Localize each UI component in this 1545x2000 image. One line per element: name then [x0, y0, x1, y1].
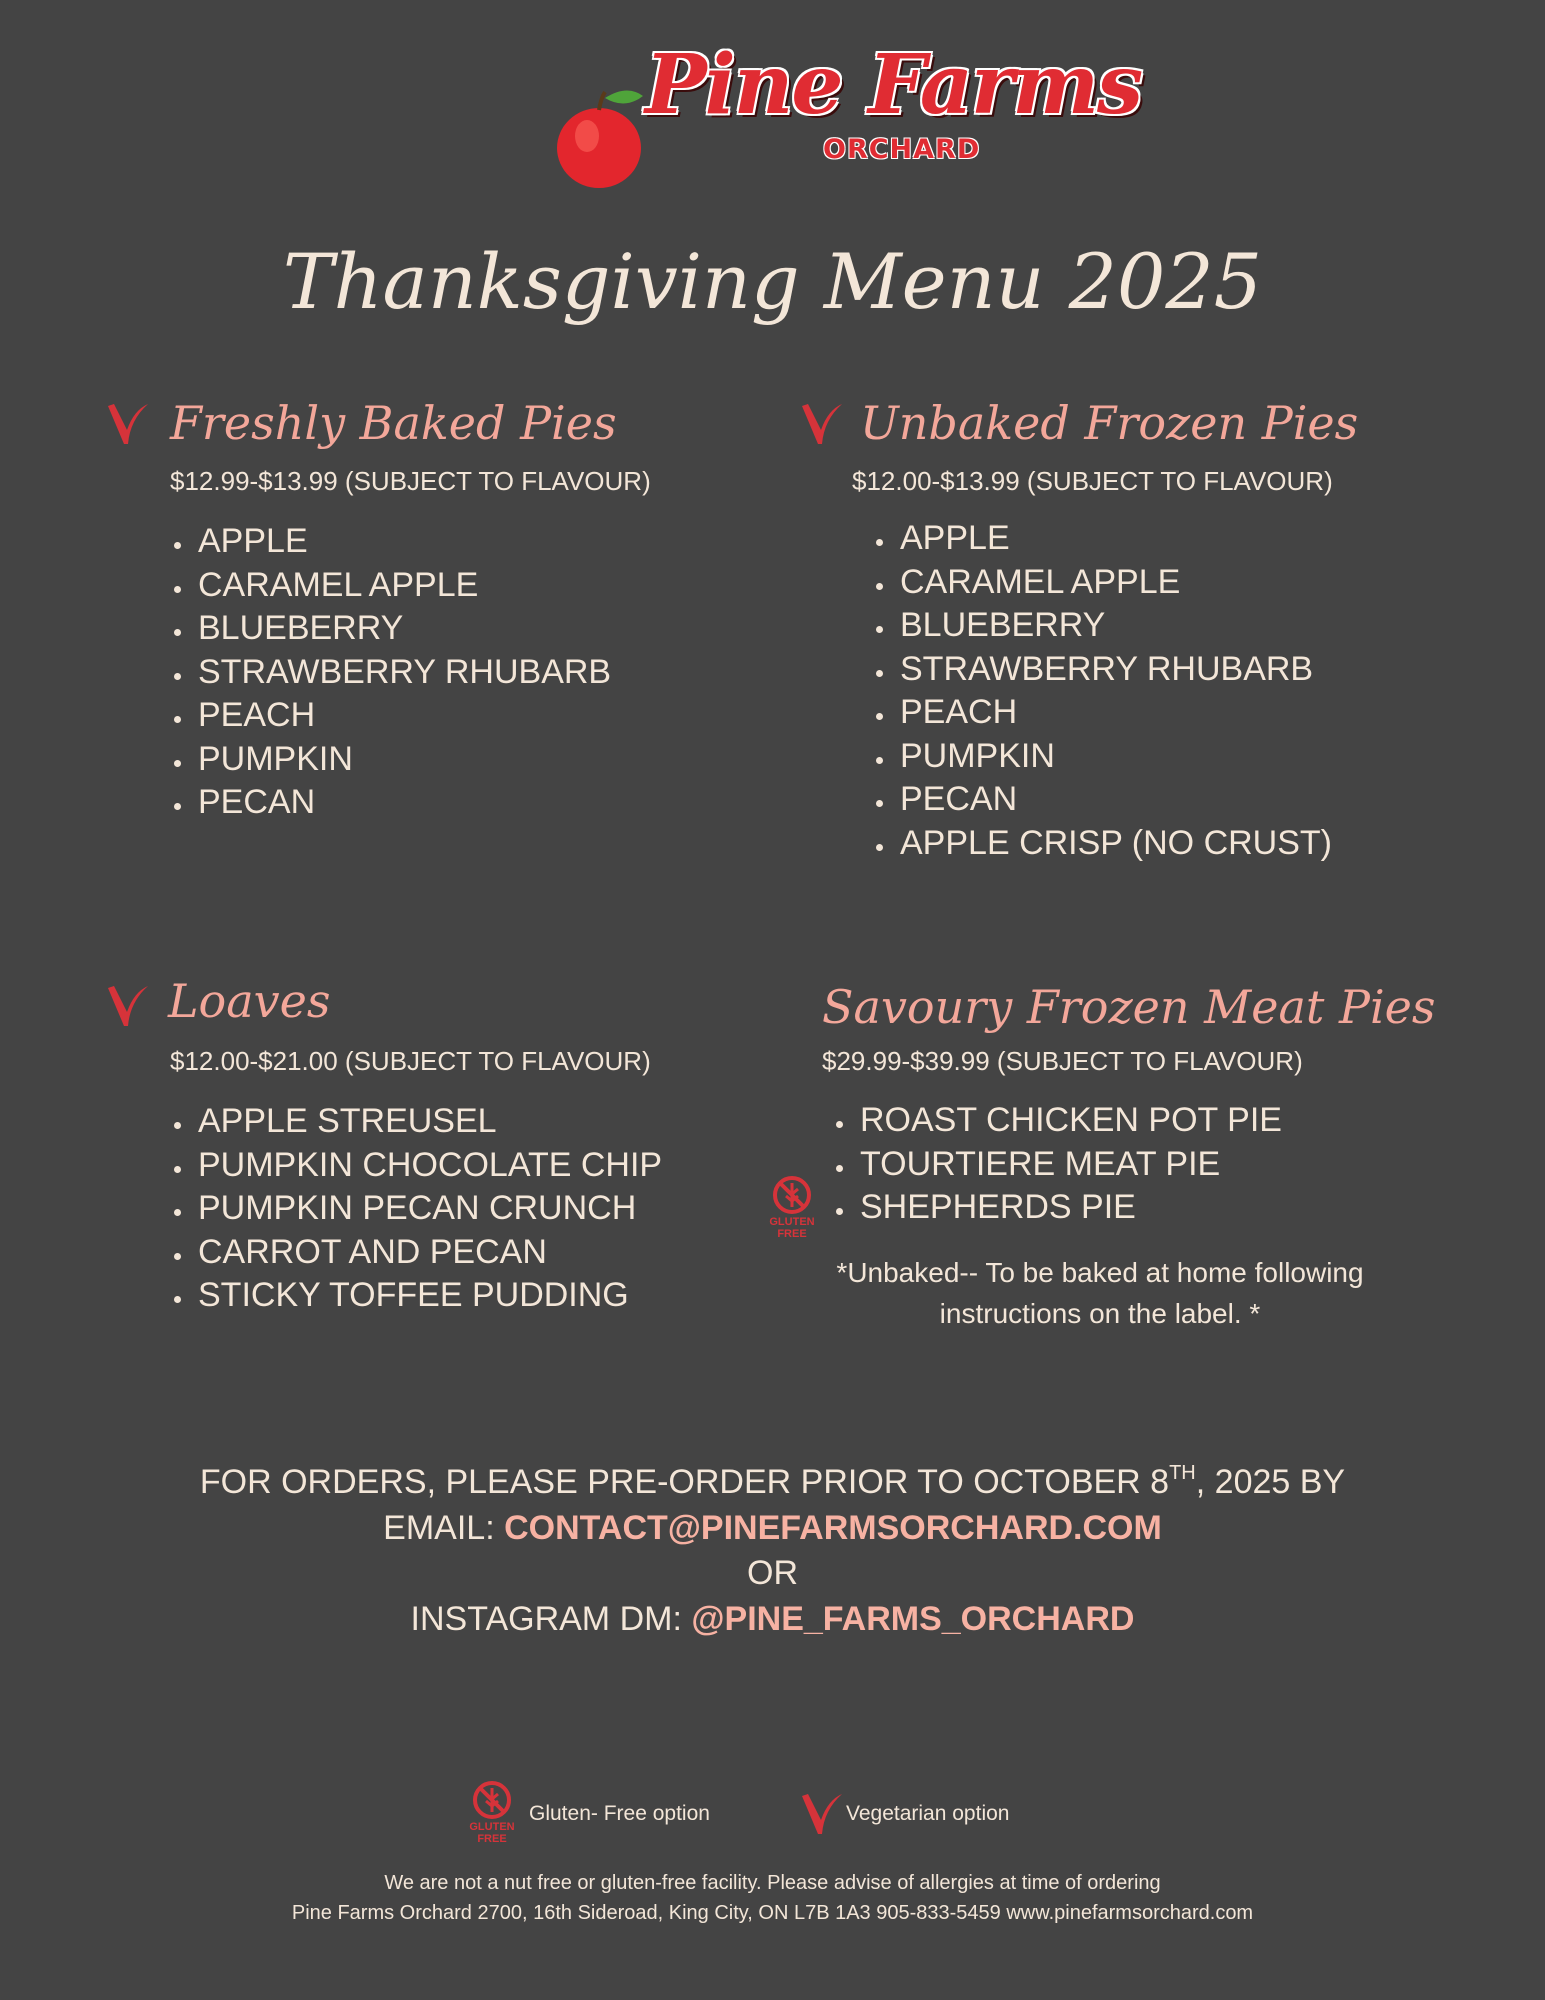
- section-title-frozen-pies: Unbaked Frozen Pies: [860, 396, 1359, 450]
- list-item: • BLUEBERRY: [896, 604, 1332, 648]
- legend: [0, 1778, 1545, 1848]
- order-email: EMAIL: CONTACT@PINEFARMSORCHARD.COM: [383, 1508, 1162, 1547]
- order-deadline: FOR ORDERS, PLEASE PRE-ORDER PRIOR TO OCTOBER 8TH, 2025 BY: [199, 1462, 1346, 1501]
- vegetarian-icon: [800, 1790, 844, 1838]
- section-title-fresh-pies: Freshly Baked Pies: [170, 396, 617, 450]
- vegetarian-icon: [106, 982, 150, 1030]
- list-item: • CARAMEL APPLE: [194, 564, 611, 608]
- price-meat-pies: $29.99-$39.99 (SUBJECT TO FLAVOUR): [822, 1046, 1303, 1076]
- order-or: OR: [747, 1554, 798, 1592]
- logo: [553, 37, 1142, 189]
- list-item: • TOURTIERE MEAT PIE: [856, 1143, 1282, 1187]
- list-frozen-pies: [856, 517, 1332, 865]
- list-item: • PECAN: [896, 778, 1332, 822]
- list-item: • ROAST CHICKEN POT PIE: [856, 1099, 1282, 1143]
- list-item: • APPLE: [896, 517, 1332, 561]
- list-item: • STRAWBERRY RHUBARB: [194, 651, 611, 695]
- email-link[interactable]: CONTACT@PINEFARMSORCHARD.COM: [504, 1508, 1162, 1547]
- price-loaves: $12.00-$21.00 (SUBJECT TO FLAVOUR): [170, 1046, 651, 1076]
- list-item: • PECAN: [194, 781, 611, 825]
- list-item: • PUMPKIN CHOCOLATE CHIP: [194, 1144, 662, 1188]
- list-meat-pies: [816, 1099, 1282, 1230]
- list-item: • PUMPKIN PECAN CRUNCH: [194, 1187, 662, 1231]
- list-item: • PEACH: [896, 691, 1332, 735]
- allergy-notice: We are not a nut free or gluten-free facility. Please advise of allergies at time of ordering: [384, 1872, 1161, 1894]
- page-title: Thanksgiving Menu 2025: [282, 237, 1263, 326]
- svg-text:GLUTEN: GLUTEN: [469, 1821, 515, 1833]
- price-frozen-pies: $12.00-$13.99 (SUBJECT TO FLAVOUR): [852, 466, 1333, 496]
- list-item: • PEACH: [194, 694, 611, 738]
- gluten-free-icon: [462, 1778, 522, 1846]
- order-instagram: INSTAGRAM DM: @PINE_FARMS_ORCHARD: [410, 1599, 1135, 1638]
- logo-subtitle: ORCHARD: [823, 134, 981, 165]
- svg-text:FREE: FREE: [777, 1228, 807, 1240]
- list-item: • PUMPKIN: [194, 738, 611, 782]
- svg-text:FREE: FREE: [477, 1833, 507, 1845]
- apple-icon: [553, 84, 653, 194]
- baking-note-line1: *Unbaked-- To be baked at home following: [836, 1257, 1364, 1288]
- list-item: • APPLE CRISP (NO CRUST): [896, 822, 1332, 866]
- list-item: • STICKY TOFFEE PUDDING: [194, 1274, 662, 1318]
- logo-wordmark: Pine Farms: [645, 37, 1142, 133]
- list-item: • BLUEBERRY: [194, 607, 611, 651]
- baking-note-line2: instructions on the label. *: [939, 1298, 1261, 1329]
- list-fresh-pies: [154, 520, 611, 825]
- instagram-link[interactable]: @PINE_FARMS_ORCHARD: [691, 1599, 1135, 1638]
- list-item: • CARROT AND PECAN: [194, 1231, 662, 1275]
- section-title-loaves: Loaves: [168, 974, 331, 1028]
- gluten-free-icon: [762, 1173, 822, 1241]
- svg-text:GLUTEN: GLUTEN: [769, 1216, 815, 1228]
- list-item: • APPLE STREUSEL: [194, 1100, 662, 1144]
- legend-vegetarian: Vegetarian option: [846, 1802, 1010, 1825]
- list-item: • CARAMEL APPLE: [896, 561, 1332, 605]
- list-loaves: [154, 1100, 662, 1318]
- section-title-meat-pies: Savoury Frozen Meat Pies: [822, 980, 1436, 1034]
- list-item: • PUMPKIN: [896, 735, 1332, 779]
- list-item: • STRAWBERRY RHUBARB: [896, 648, 1332, 692]
- price-fresh-pies: $12.99-$13.99 (SUBJECT TO FLAVOUR): [170, 466, 651, 496]
- order-info: [0, 1460, 1545, 1642]
- baking-note: [790, 1252, 1410, 1334]
- address: Pine Farms Orchard 2700, 16th Sideroad, King City, ON L7B 1A3 905-833-5459 www.pinefarmsorchard.com: [291, 1902, 1254, 1924]
- list-item: • APPLE: [194, 520, 611, 564]
- list-item: • SHEPHERDS PIE: [856, 1186, 1282, 1230]
- vegetarian-icon: [800, 400, 844, 448]
- vegetarian-icon: [106, 400, 150, 448]
- legend-gluten-free: Gluten- Free option: [529, 1802, 710, 1825]
